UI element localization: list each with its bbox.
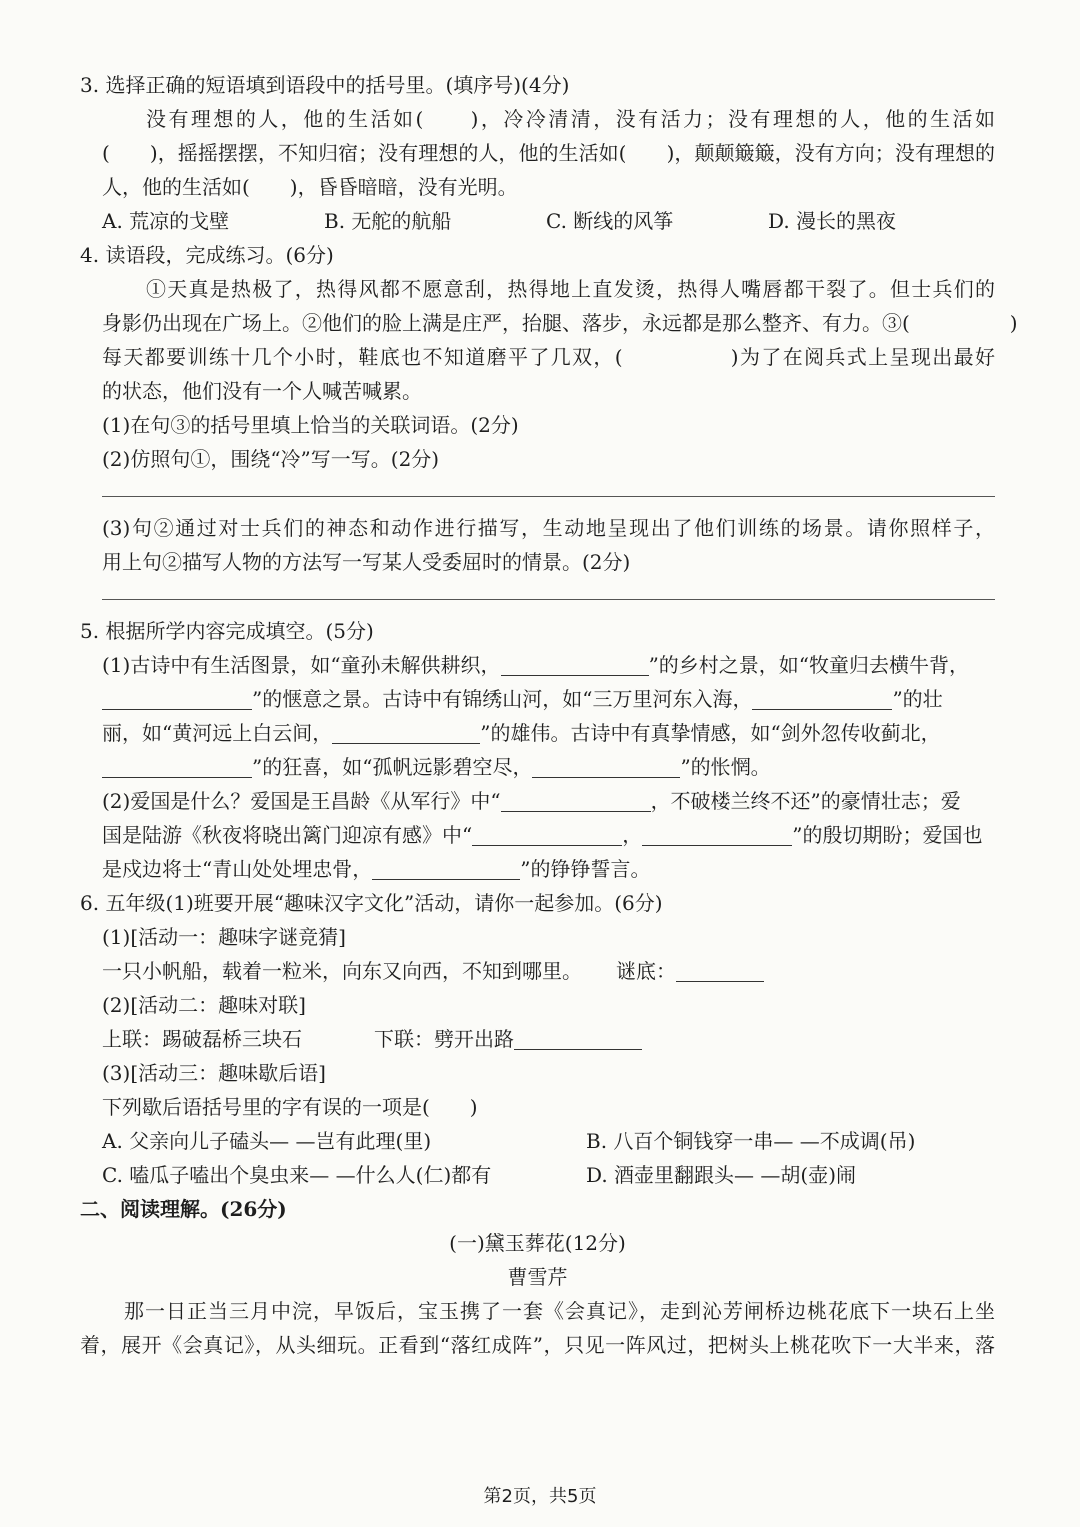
q6-answer-label: 谜底： (616, 959, 676, 983)
q4-sub1: (1)在句③的括号里填上恰当的关联词语。(2分) (102, 413, 519, 437)
q5-text: ”的惬意之景。古诗中有锦绣山河，如“三万里河东入海， (252, 687, 753, 711)
q6-riddle-line (80, 954, 995, 988)
q5-text: 是戍边将士“青山处处埋忠骨， (102, 857, 373, 881)
q6-riddle: 一只小帆船，载着一粒米，向东又向西，不知到哪里。 (102, 959, 582, 983)
section2-author: 曹雪芹 (507, 1265, 568, 1289)
q6-lower-couplet: 下联：劈开出路 (374, 1027, 514, 1051)
q6-ask: 下列歇后语括号里的字有误的一项是( ) (102, 1095, 478, 1119)
q6-option-b[interactable]: B. 八百个铜钱穿一串— —不成调(吊) (586, 1129, 916, 1153)
page-number: 第2页，共5页 (483, 1486, 597, 1507)
q5-text: ”的壮 (892, 687, 943, 711)
q4-paragraph-line: 身影仍出现在广场上。②他们的脸上满是庄严，抬腿、落步，永远都是那么整齐、有力。③( ) (102, 311, 1018, 335)
section2-title: 二、阅读理解。(26分) (80, 1197, 287, 1221)
q6-activity1: (1)[活动一：趣味字谜竞猜] (102, 925, 346, 949)
q5-blank[interactable] (102, 755, 252, 778)
q4-paragraph-line: 每天都要训练十几个小时，鞋底也不知道磨平了几双，( )为了在阅兵式上呈现出最好 (102, 345, 995, 369)
q4-title: 4. 读语段，完成练习。(6分) (80, 243, 334, 267)
q5-line (80, 852, 995, 886)
q6-option-d[interactable]: D. 酒壶里翻跟头— —胡(壶)闹 (586, 1163, 856, 1187)
q6-upper-couplet: 上联：踢破磊桥三块石 (102, 1027, 302, 1051)
q6-option-a[interactable]: A. 父亲向儿子磕头— —岂有此理(里) (102, 1129, 432, 1153)
q5-text: ”的殷切期盼；爱国也 (792, 823, 983, 847)
passage-line: 那一日正当三月中浣，早饭后，宝玉携了一套《会真记》，走到沁芳闸桥边桃花底下一块石上坐 (124, 1299, 995, 1323)
q3-option-d[interactable]: D. 漫长的黑夜 (768, 209, 897, 233)
q6-options-row (80, 1124, 995, 1158)
passage-line: 着，展开《会真记》，从头细玩。正看到“落红成阵”，只见一阵风过，把树头上桃花吹下一大半来，落 (80, 1333, 995, 1357)
q4-sub3-answer-line[interactable] (102, 579, 995, 600)
q4-sub3-line: 用上句②描写人物的方法写一写某人受委屈时的情景。(2分) (102, 550, 631, 574)
q3-option-c[interactable]: C. 断线的风筝 (546, 209, 674, 233)
q5-blank[interactable] (332, 721, 480, 744)
q5-blank[interactable] (532, 755, 680, 778)
q3-option-b[interactable]: B. 无舵的航船 (324, 209, 452, 233)
q5-text: ”的怅惘。 (680, 755, 771, 779)
q5-text: 国是陆游《秋夜将晓出篱门迎凉有感》中“ (102, 823, 473, 847)
q5-text: ，不破楼兰终不还”的豪情壮志；爱 (650, 789, 961, 813)
q5-title: 5. 根据所学内容完成填空。(5分) (80, 619, 374, 643)
q5-text: ”的狂喜，如“孤帆远影碧空尽， (252, 755, 533, 779)
q3-paragraph-line: 人，他的生活如( )，昏昏暗暗，没有光明。 (102, 175, 518, 199)
q3-paragraph-line: ( )，摇摇摆摆，不知归宿；没有理想的人，他的生活如( )，颠颠簸簸，没有方向；没有理想的 (102, 141, 995, 165)
q5-blank[interactable] (472, 823, 622, 846)
q3-paragraph-line: 没有理想的人，他的生活如( )，冷冷清清，没有活力；没有理想的人，他的生活如 (146, 107, 995, 131)
q5-line (80, 682, 995, 716)
q5-text: (1)古诗中有生活图景，如“童孙未解供耕织， (102, 653, 501, 677)
q4-sub3-line: (3)句②通过对士兵们的神态和动作进行描写，生动地呈现出了他们训练的场景。请你照样子， (102, 516, 995, 540)
q5-text: ”的铮铮誓言。 (520, 857, 651, 881)
q3-options (80, 204, 995, 238)
q5-line (80, 648, 995, 682)
section2-subtitle: (一)黛玉葬花(12分) (449, 1231, 626, 1255)
q5-text: 丽，如“黄河远上白云间， (102, 721, 333, 745)
q5-blank[interactable] (501, 789, 651, 812)
q4-sub2-answer-line[interactable] (102, 476, 995, 497)
q4-paragraph-line: ①天真是热极了，热得风都不愿意刮，热得地上直发烫，热得人嘴唇都干裂了。但士兵们的 (146, 277, 995, 301)
q6-activity2: (2)[活动二：趣味对联] (102, 993, 306, 1017)
q6-option-c[interactable]: C. 嗑瓜子嗑出个臭虫来— —什么人(仁)都有 (102, 1163, 492, 1187)
q6-couplet-line (80, 1022, 995, 1056)
q5-line (80, 750, 995, 784)
q4-paragraph-line: 的状态，他们没有一个人喊苦喊累。 (102, 379, 422, 403)
q5-line (80, 784, 995, 818)
q6-activity3: (3)[活动三：趣味歇后语] (102, 1061, 326, 1085)
q5-blank[interactable] (752, 687, 892, 710)
q3-title: 3. 选择正确的短语填到语段中的括号里。(填序号)(4分) (80, 73, 570, 97)
q5-text: (2)爱国是什么？爱国是王昌龄《从军行》中“ (102, 789, 501, 813)
q3-option-a[interactable]: A. 荒凉的戈壁 (102, 209, 230, 233)
q5-blank[interactable] (102, 687, 252, 710)
q5-blank[interactable] (501, 653, 649, 676)
q5-text: ”的雄伟。古诗中有真挚情感，如“剑外忽传收蓟北， (480, 721, 941, 745)
q5-blank[interactable] (372, 857, 520, 880)
q5-line (80, 716, 995, 750)
q5-blank[interactable] (642, 823, 792, 846)
q6-title: 6. 五年级(1)班要开展“趣味汉字文化”活动，请你一起参加。(6分) (80, 891, 663, 915)
exam-page (80, 68, 1018, 1362)
q5-line (80, 818, 995, 852)
q6-couplet-blank[interactable] (514, 1027, 642, 1050)
q6-options-row (80, 1158, 995, 1192)
q4-sub2: (2)仿照句①，围绕“冷”写一写。(2分) (102, 447, 440, 471)
q6-riddle-answer-blank[interactable] (676, 959, 764, 982)
q5-text: ”的乡村之景，如“牧童归去横牛背， (648, 653, 970, 677)
q5-text: ， (622, 823, 643, 847)
